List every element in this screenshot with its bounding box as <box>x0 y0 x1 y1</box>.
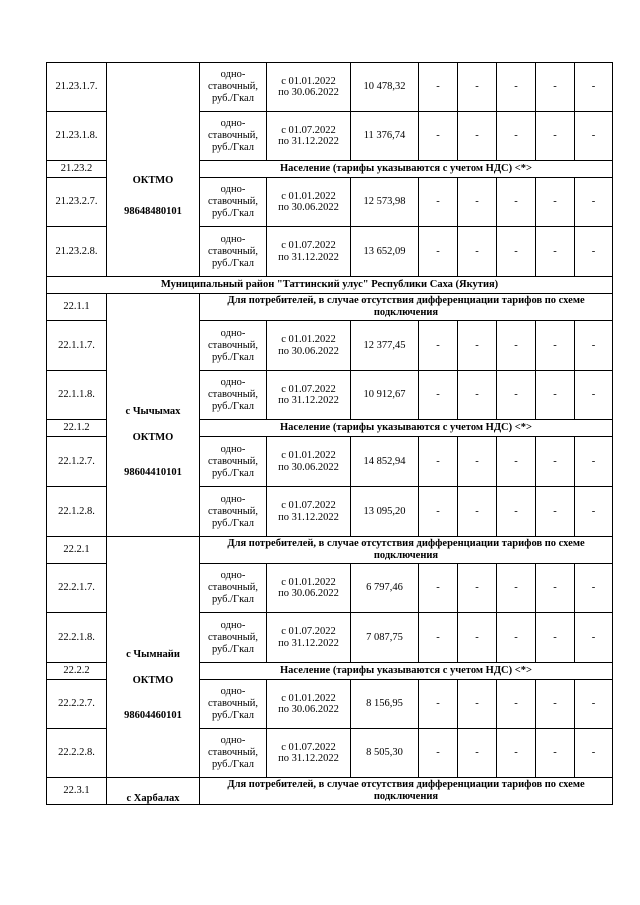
oktmo-label: ОКТМО <box>132 175 174 186</box>
tariff-kind: одно- ставочный, руб./Гкал <box>200 680 267 729</box>
settlement-name: с Харбалах <box>126 792 180 804</box>
dash-cell: - <box>536 321 575 371</box>
dash-cell: - <box>536 371 575 420</box>
tariff-kind: одно- ставочный, руб./Гкал <box>200 178 267 227</box>
dash-cell: - <box>497 178 536 227</box>
dash-cell: - <box>497 321 536 371</box>
oktmo-number: 98648480101 <box>124 205 182 217</box>
dash-cell: - <box>497 437 536 487</box>
row-code: 22.2.1.7. <box>47 564 107 613</box>
period: с 01.07.2022 по 31.12.2022 <box>267 112 351 161</box>
dash-cell: - <box>536 178 575 227</box>
row-code: 22.1.2.8. <box>47 487 107 537</box>
dash-cell: - <box>458 371 497 420</box>
dash-cell: - <box>458 729 497 778</box>
section-consumers: Для потребителей, в случае отсутствия дифференциации тарифов по схеме подключения <box>200 537 613 564</box>
row-code: 22.1.1 <box>47 294 107 321</box>
dash-cell: - <box>497 63 536 112</box>
row-code: 22.2.1.8. <box>47 613 107 663</box>
dash-cell: - <box>497 112 536 161</box>
oktmo-number: 98604410101 <box>124 467 182 478</box>
dash-cell: - <box>458 178 497 227</box>
dash-cell: - <box>458 564 497 613</box>
row-code: 22.1.2 <box>47 420 107 437</box>
settlement-cell <box>107 778 200 805</box>
dash-cell: - <box>575 613 613 663</box>
table-row <box>47 537 613 564</box>
period: с 01.07.2022 по 31.12.2022 <box>267 729 351 778</box>
settlement-name: с Чымнайи <box>126 649 180 660</box>
dash-cell: - <box>497 564 536 613</box>
tariff-kind: одно- ставочный, руб./Гкал <box>200 437 267 487</box>
settlement-cell <box>107 537 200 778</box>
dash-cell: - <box>419 63 458 112</box>
tariff-kind: одно- ставочный, руб./Гкал <box>200 487 267 537</box>
dash-cell: - <box>536 613 575 663</box>
tariff-value: 8 156,95 <box>351 680 419 729</box>
tariff-value: 8 505,30 <box>351 729 419 778</box>
section-consumers: Для потребителей, в случае отсутствия дифференциации тарифов по схеме подключения <box>200 294 613 321</box>
dash-cell: - <box>536 487 575 537</box>
dash-cell: - <box>458 487 497 537</box>
dash-cell: - <box>497 487 536 537</box>
period: с 01.07.2022 по 31.12.2022 <box>267 371 351 420</box>
dash-cell: - <box>536 729 575 778</box>
period: с 01.07.2022 по 31.12.2022 <box>267 487 351 537</box>
tariff-value: 14 852,94 <box>351 437 419 487</box>
dash-cell: - <box>575 680 613 729</box>
dash-cell: - <box>419 729 458 778</box>
oktmo-label: ОКТМО <box>132 674 174 686</box>
settlement-cell <box>107 294 200 537</box>
section-population: Население (тарифы указываются с учетом НДС) <*> <box>200 161 613 178</box>
table-row <box>47 778 613 805</box>
dash-cell: - <box>536 63 575 112</box>
period: с 01.01.2022 по 30.06.2022 <box>267 321 351 371</box>
tariff-value: 6 797,46 <box>351 564 419 613</box>
dash-cell: - <box>575 112 613 161</box>
tariff-value: 13 095,20 <box>351 487 419 537</box>
period: с 01.01.2022 по 30.06.2022 <box>267 680 351 729</box>
tariff-value: 11 376,74 <box>351 112 419 161</box>
dash-cell: - <box>497 613 536 663</box>
row-code: 21.23.2.8. <box>47 227 107 277</box>
section-population: Население (тарифы указываются с учетом НДС) <*> <box>200 663 613 680</box>
dash-cell: - <box>419 178 458 227</box>
dash-cell: - <box>536 564 575 613</box>
dash-cell: - <box>458 613 497 663</box>
dash-cell: - <box>458 321 497 371</box>
dash-cell: - <box>497 680 536 729</box>
row-code: 22.1.1.7. <box>47 321 107 371</box>
dash-cell: - <box>419 437 458 487</box>
tariff-value: 10 912,67 <box>351 371 419 420</box>
dash-cell: - <box>419 680 458 729</box>
section-population: Население (тарифы указываются с учетом НДС) <*> <box>200 420 613 437</box>
tariff-value: 13 652,09 <box>351 227 419 277</box>
row-code: 22.1.2.7. <box>47 437 107 487</box>
period: с 01.01.2022 по 30.06.2022 <box>267 178 351 227</box>
dash-cell: - <box>419 371 458 420</box>
tariff-kind: одно- ставочный, руб./Гкал <box>200 63 267 112</box>
tariff-kind: одно- ставочный, руб./Гкал <box>200 564 267 613</box>
period: с 01.01.2022 по 30.06.2022 <box>267 63 351 112</box>
dash-cell: - <box>575 371 613 420</box>
dash-cell: - <box>419 112 458 161</box>
settlement-cell <box>107 63 200 277</box>
dash-cell: - <box>458 112 497 161</box>
dash-cell: - <box>575 437 613 487</box>
dash-cell: - <box>575 321 613 371</box>
table-row <box>47 63 613 112</box>
row-code: 22.2.2.7. <box>47 680 107 729</box>
tariff-kind: одно- ставочный, руб./Гкал <box>200 321 267 371</box>
dash-cell: - <box>575 178 613 227</box>
dash-cell: - <box>458 680 497 729</box>
dash-cell: - <box>575 729 613 778</box>
dash-cell: - <box>419 613 458 663</box>
section-consumers: Для потребителей, в случае отсутствия дифференциации тарифов по схеме подключения <box>200 778 613 805</box>
row-code: 22.2.2.8. <box>47 729 107 778</box>
tariff-value: 12 573,98 <box>351 178 419 227</box>
row-code: 22.2.1 <box>47 537 107 564</box>
tariff-table <box>46 62 613 805</box>
municipality-title: Муниципальный район "Таттинский улус" Республики Саха (Якутия) <box>47 277 613 294</box>
period: с 01.07.2022 по 31.12.2022 <box>267 613 351 663</box>
dash-cell: - <box>497 729 536 778</box>
tariff-kind: одно- ставочный, руб./Гкал <box>200 613 267 663</box>
row-code: 22.2.2 <box>47 663 107 680</box>
dash-cell: - <box>419 227 458 277</box>
dash-cell: - <box>536 227 575 277</box>
period: с 01.01.2022 по 30.06.2022 <box>267 564 351 613</box>
dash-cell: - <box>458 437 497 487</box>
tariff-value: 10 478,32 <box>351 63 419 112</box>
table-row <box>47 277 613 294</box>
oktmo-label: ОКТМО <box>132 431 174 443</box>
dash-cell: - <box>536 680 575 729</box>
tariff-kind: одно- ставочный, руб./Гкал <box>200 112 267 161</box>
dash-cell: - <box>419 321 458 371</box>
row-code: 21.23.2 <box>47 161 107 178</box>
dash-cell: - <box>575 227 613 277</box>
dash-cell: - <box>575 564 613 613</box>
oktmo-number: 98604460101 <box>124 710 182 721</box>
tariff-kind: одно- ставочный, руб./Гкал <box>200 227 267 277</box>
dash-cell: - <box>419 487 458 537</box>
dash-cell: - <box>536 112 575 161</box>
dash-cell: - <box>575 63 613 112</box>
tariff-kind: одно- ставочный, руб./Гкал <box>200 371 267 420</box>
row-code: 21.23.2.7. <box>47 178 107 227</box>
tariff-value: 7 087,75 <box>351 613 419 663</box>
period: с 01.01.2022 по 30.06.2022 <box>267 437 351 487</box>
dash-cell: - <box>536 437 575 487</box>
settlement-name: с Чычымах <box>125 406 181 417</box>
dash-cell: - <box>458 227 497 277</box>
dash-cell: - <box>497 227 536 277</box>
table-row <box>47 294 613 321</box>
tariff-kind: одно- ставочный, руб./Гкал <box>200 729 267 778</box>
row-code: 21.23.1.7. <box>47 63 107 112</box>
tariff-value: 12 377,45 <box>351 321 419 371</box>
row-code: 22.1.1.8. <box>47 371 107 420</box>
dash-cell: - <box>419 564 458 613</box>
dash-cell: - <box>497 371 536 420</box>
dash-cell: - <box>575 487 613 537</box>
row-code: 22.3.1 <box>47 778 107 805</box>
dash-cell: - <box>458 63 497 112</box>
period: с 01.07.2022 по 31.12.2022 <box>267 227 351 277</box>
row-code: 21.23.1.8. <box>47 112 107 161</box>
